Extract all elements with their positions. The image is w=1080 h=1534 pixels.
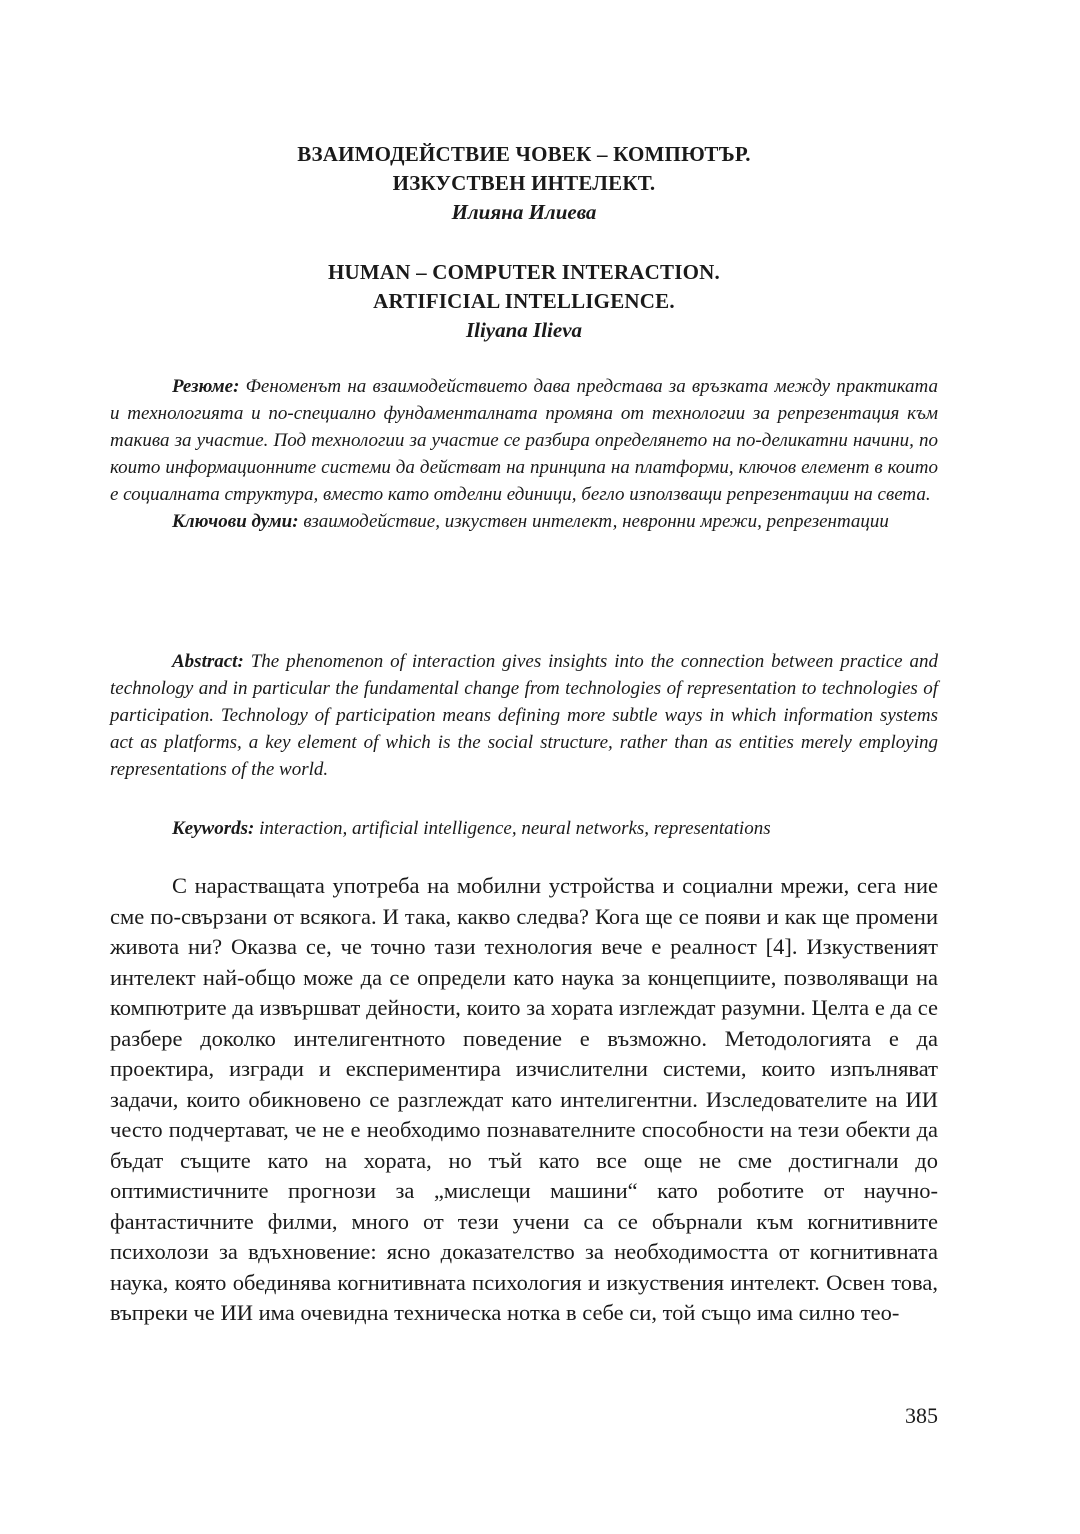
title-line-1: HUMAN – COMPUTER INTERACTION. [328, 260, 720, 284]
keywords-label: Keywords: [172, 818, 255, 839]
summary-paragraph [110, 373, 938, 508]
abstract-paragraph [110, 648, 938, 783]
title-block-english [110, 258, 938, 345]
page-number: 385 [905, 1403, 938, 1428]
body-text [110, 871, 938, 1329]
title-line-1: ВЗАИМОДЕЙСТВИЕ ЧОВЕК – КОМПЮТЪР. [297, 142, 751, 166]
title-line-2: ИЗКУСТВЕН ИНТЕЛЕКТ. [392, 171, 656, 195]
abstract-label: Abstract: [172, 651, 244, 672]
body-paragraph: С нарастващата употреба на мобилни устройства и социални мрежи, сега ние сме по-свързани от всякога. И така, какво следва? Кога ще се появи и как ще промени живота ни? Оказва се, че точно тази технология вече е реалност [4]. Изкуственият интелект най-общо може да се определи като наука за концепциите, позволяващи на компютрите да извършват дейности, които за хората изглеждат разумни. Целта е да се разбере доколко интелигентното поведение е възможно. Методологията е да проектира, изгради и експериментира изчислителни системи, които изпълняват задачи, които обикновено се разглеждат като интелигентни. Изследователите на ИИ често подчертават, че не е необходимо познавателните способности на тези обекти да бъдат същите като на хората, но тъй като все още не сме достигнали до оптимистичните прогнози за „мислещи машини“ като роботите от научно-фантастичните филми, много от тези учени са се обърнали към когнитивните психолози за вдъхновение: ясно доказателство за необходимостта от когнитивната наука, която обединява когнитивната психология и изкуствения интелект. Освен това, въпреки че ИИ има очевидна техническа нотка в себе си, той също има силно тео- [110, 873, 938, 1325]
author-name: Iliyana Ilieva [465, 318, 583, 342]
keywords-paragraph [110, 815, 938, 842]
abstract-english [110, 648, 938, 783]
keywords-english [110, 815, 938, 842]
keywords-text: взаимодействие, изкуствен интелект, невронни мрежи, репрезентации [303, 511, 889, 532]
title-block-bulgarian [110, 140, 938, 227]
keywords-paragraph [110, 508, 938, 535]
summary-bulgarian [110, 373, 938, 535]
summary-label: Резюме: [172, 376, 240, 397]
title-line-2: ARTIFICIAL INTELLIGENCE. [373, 289, 675, 313]
keywords-text: interaction, artificial intelligence, neural networks, representations [259, 818, 771, 839]
summary-text: Феноменът на взаимодействието дава представа за връзката между практиката и технологията и по-специално фундаменталната промяна от технологии за репрезентация към такива за участие. Под технологии за участие се разбира определянето на по-деликатни начини, по които информационните системи да действат на принципа на платформи, ключов елемент в които е социалната структура, вместо като отделни единици, бегло използващи репрезентации на света. [110, 376, 938, 505]
keywords-label: Ключови думи: [172, 511, 299, 532]
document-page [110, 0, 938, 1534]
abstract-text: The phenomenon of interaction gives insights into the connection between practice and technology and in particular the fundamental change from technologies of representation to technologies of participation. Technology of participation means defining more subtle ways in which information systems act as platforms, a key element of which is the social structure, rather than as entities merely employing representations of the world. [110, 651, 938, 780]
author-name: Илияна Илиева [451, 200, 597, 224]
